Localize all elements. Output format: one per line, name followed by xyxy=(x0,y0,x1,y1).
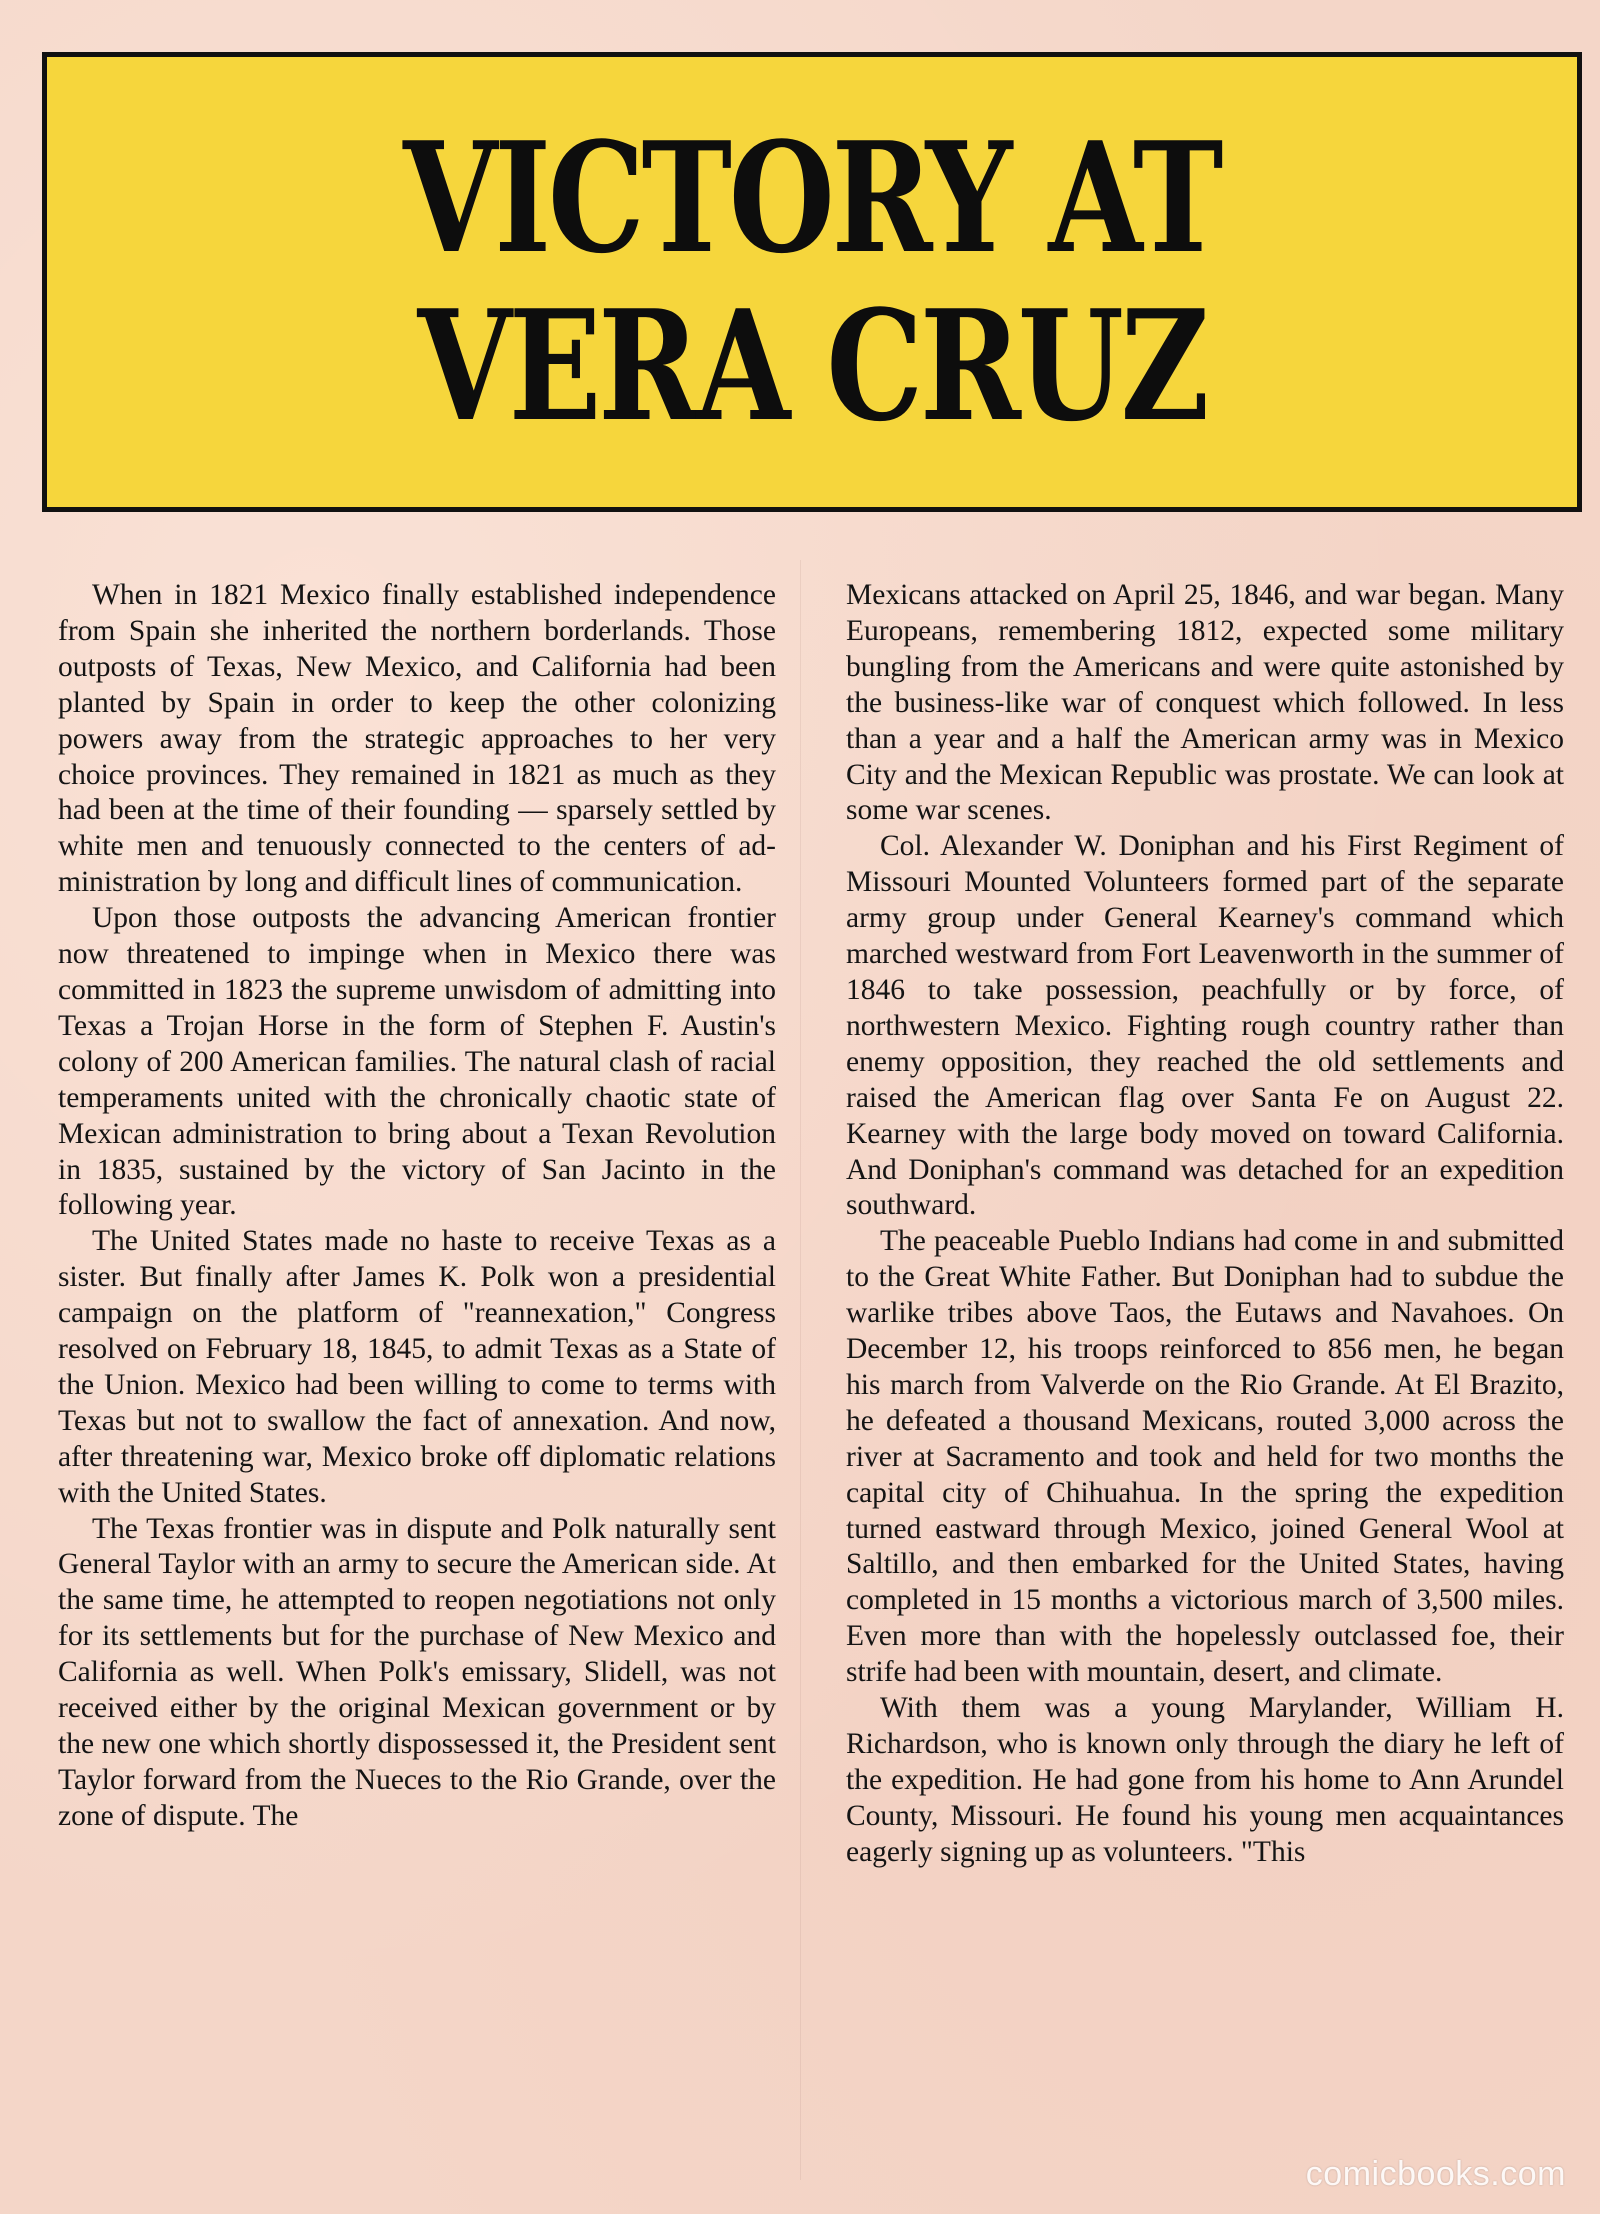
column-gutter xyxy=(800,560,801,2180)
title-banner xyxy=(42,52,1582,512)
paragraph-texas-frontier: The Texas frontier was in dispute and Polk naturally sent General Taylor with an army to secure the American side. At the same time, he attempted to reopen negotiations not only for its settlements but for the purchase of New Mexico and California as well. When Polk's emissary, Slidell, was not received either by the original Mexican government or by the new one which shortly dispossessed it, the President sent Taylor forward from the Nueces to the Rio Grande, over the zone of dispute. The xyxy=(58,1512,776,1832)
paragraph-war-began: Mexicans attacked on April 25, 1846, and war began. Many Europeans, remembering 1812, expected some military bungling from the Americans and were quite astonished by the business-like war of conquest which followed. In less than a year and a half the American army was in Mexico City and the Mexican Republic was prostate. We can look at some war scenes. xyxy=(846,579,1564,827)
site-watermark: comicbooks.com xyxy=(1305,2155,1566,2193)
paragraph-pueblo: The peaceable Pueblo Indians had come in and submitted to the Great White Father. But Doniphan had to subdue the warlike tribes above Taos, the Eutaws and Navahoes. On December 12, his troops reinforced to 856 men, he began his march from Valverde on the Rio Grande. At El Brazito, he defeated a thousand Mexicans, routed 3,000 across the river at Sacramento and took and held for two months the capital city of Chihuahua. In the spring the expedition turned eastward through Mexico, joined General Wool at Saltillo, and then embarked for the United States, having completed in 15 months a victorious march of 3,500 miles. Even more than with the hopelessly outclassed foe, their strife had been with mountain, desert, and climate. xyxy=(846,1225,1564,1689)
title-line-1: VICTORY AT xyxy=(403,108,1221,287)
paragraph-outposts: Upon those outposts the advancing American frontier now threatened to impinge when in Mexico there was committed in 1823 the supreme unwisdom of admitting into Texas a Trojan Horse in the form of Stephen F. Austin's colony of 200 American families. The natural clash of racial temperaments united with the chronically chaotic state of Mexican administration to bring about a Texan Revolution in 1835, sustained by the victory of San Jacinto in the following year. xyxy=(58,902,776,1222)
title-line-2: VERA CRUZ xyxy=(417,276,1207,455)
article-column-left xyxy=(58,578,776,1835)
paragraph-independence: When in 1821 Mexico finally established independence from Spain she inherited the northern borderlands. Those outposts of Texas, New Mexico, and California had been planted by Spain in order to keep the other colonizing powers away from the strategic approaches to her very choice provinces. They remained in 1821 as much as they had been at the time of their founding — sparsely settled by white men and tenuously connected to the centers of administration by long and difficult lines of communication. xyxy=(58,579,776,899)
article-column-right xyxy=(846,578,1564,1871)
paragraph-doniphan: Col. Alexander W. Doniphan and his First Regiment of Missouri Mounted Volunteers formed part of the separate army group under General Kearney's command which marched westward from Fort Leavenworth in the summer of 1846 to take possession, peachfully or by force, of northwestern Mexico. Fighting rough country rather than enemy opposition, they reached the old settlements and raised the American flag over Santa Fe on August 22. Kearney with the large body moved on toward California. And Doniphan's command was detached for an expedition southward. xyxy=(846,830,1564,1222)
paragraph-richardson: With them was a young Marylander, William H. Richardson, who is known only through the diary he left of the expedition. He had gone from his home to Ann Arundel County, Missouri. He found his young men acquaintances eagerly signing up as volunteers. "This xyxy=(846,1692,1564,1868)
paragraph-texas-annexation: The United States made no haste to receive Texas as a sister. But finally after James K. Polk won a presidential campaign on the platform of "reannexation," Congress resolved on February 18, 1845, to admit Texas as a State of the Union. Mexico had been willing to come to terms with Texas but not to swallow the fact of annexation. And now, after threatening war, Mexico broke off diplomatic relations with the United States. xyxy=(58,1225,776,1509)
